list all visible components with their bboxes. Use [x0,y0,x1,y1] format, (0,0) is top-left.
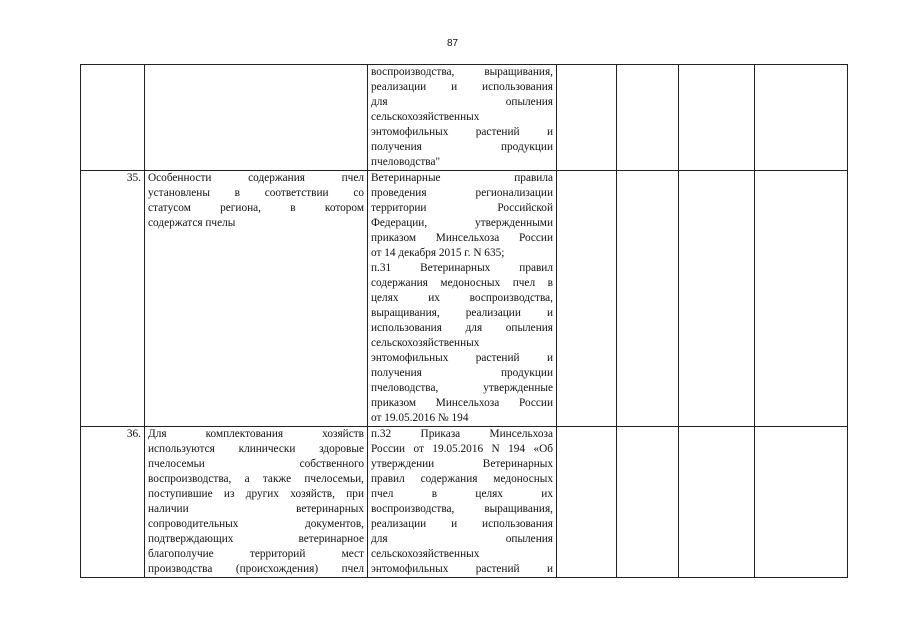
page-number: 87 [446,38,459,49]
text-line: сельскохозяйственных [371,111,480,123]
legal-basis-cell [368,171,557,427]
text-line: Для комплектования хозяйств [148,428,364,440]
requirements-table [80,64,848,578]
text-line: для опыления [371,96,553,108]
text-line: пчеловодства" [371,156,441,168]
text-line: получения продукции [371,141,553,153]
not-applicable-cell [679,65,755,171]
answer-no-cell [617,171,679,427]
text-line: использования для опыления [371,322,553,334]
text-line: от 19.05.2016 № 194 [371,412,469,424]
legal-basis-cell [368,427,557,578]
not-applicable-cell [679,427,755,578]
text-line: энтомофильных растений и [371,126,553,138]
text-line: утверждении Ветеринарных [371,458,553,470]
answer-yes-cell [557,171,617,427]
row-number-cell [81,427,145,578]
text-line: выращивания, реализации и [371,307,553,319]
row-number: 36. [126,428,141,440]
text-line: благополучие территорий мест [148,548,364,560]
text-line: содержатся пчелы [148,217,236,229]
answer-no-cell [617,427,679,578]
requirement-text [148,427,364,577]
text-line: целях их воспроизводства, [371,292,553,304]
row-number-cell [81,65,145,171]
text-line: приказом Минсельхоза России [371,397,553,409]
not-applicable-cell [679,171,755,427]
row-number-cell [81,171,145,427]
notes-cell [755,427,848,578]
table-row [81,171,848,427]
text-line: воспроизводства, выращивания, [371,66,553,78]
text-line: статусом региона, в котором [148,202,364,214]
text-line: Федерации, утвержденными [371,217,553,229]
legal-basis-text [371,171,553,426]
text-line: пчел в целях их [371,488,553,500]
text-line: для опыления [371,533,553,545]
legal-basis-text [371,65,553,170]
table-row [81,65,848,171]
answer-yes-cell [557,65,617,171]
requirement-cell [145,427,368,578]
text-line: сопроводительных документов, [148,518,364,530]
text-line: наличии ветеринарных [148,503,364,515]
legal-basis-text [371,427,553,577]
table-row [81,427,848,578]
text-line: поступившие из других хозяйств, при [148,488,364,500]
text-line: приказом Минсельхоза России [371,232,553,244]
text-line: от 14 декабря 2015 г. N 635; [371,247,505,259]
text-line: пчеловодства, утвержденные [371,382,553,394]
notes-cell [755,171,848,427]
text-line: проведения регионализации [371,187,553,199]
text-line: воспроизводства, а также пчелосемьи, [148,473,364,485]
requirement-cell [145,171,368,427]
row-number: 35. [126,172,141,184]
text-line: используются клинически здоровые [148,443,364,455]
text-line: России от 19.05.2016 N 194 «Об [371,443,553,455]
text-line: п.32 Приказа Минсельхоза [371,428,553,440]
text-line: энтомофильных растений и [371,563,553,575]
text-line: правил содержания медоносных [371,473,553,485]
text-line: сельскохозяйственных [371,548,480,560]
text-line: получения продукции [371,367,553,379]
text-line: сельскохозяйственных [371,337,480,349]
text-line: производства (происхождения) пчел [148,563,364,575]
text-line: энтомофильных растений и [371,352,553,364]
text-line: реализации и использования [371,518,553,530]
text-line: территории Российской [371,202,553,214]
text-line: подтверждающих ветеринарное [148,533,364,545]
requirement-text [148,171,364,231]
answer-no-cell [617,65,679,171]
notes-cell [755,65,848,171]
text-line: Ветеринарные правила [371,172,553,184]
answer-yes-cell [557,427,617,578]
text-line: установлены в соответствии со [148,187,364,199]
text-line: п.31 Ветеринарных правил [371,262,553,274]
legal-basis-cell [368,65,557,171]
text-line: реализации и использования [371,81,553,93]
requirement-cell [145,65,368,171]
text-line: воспроизводства, выращивания, [371,503,553,515]
text-line: содержания медоносных пчел в [371,277,553,289]
text-line: пчелосемьи собственного [148,458,364,470]
text-line: Особенности содержания пчел [148,172,364,184]
